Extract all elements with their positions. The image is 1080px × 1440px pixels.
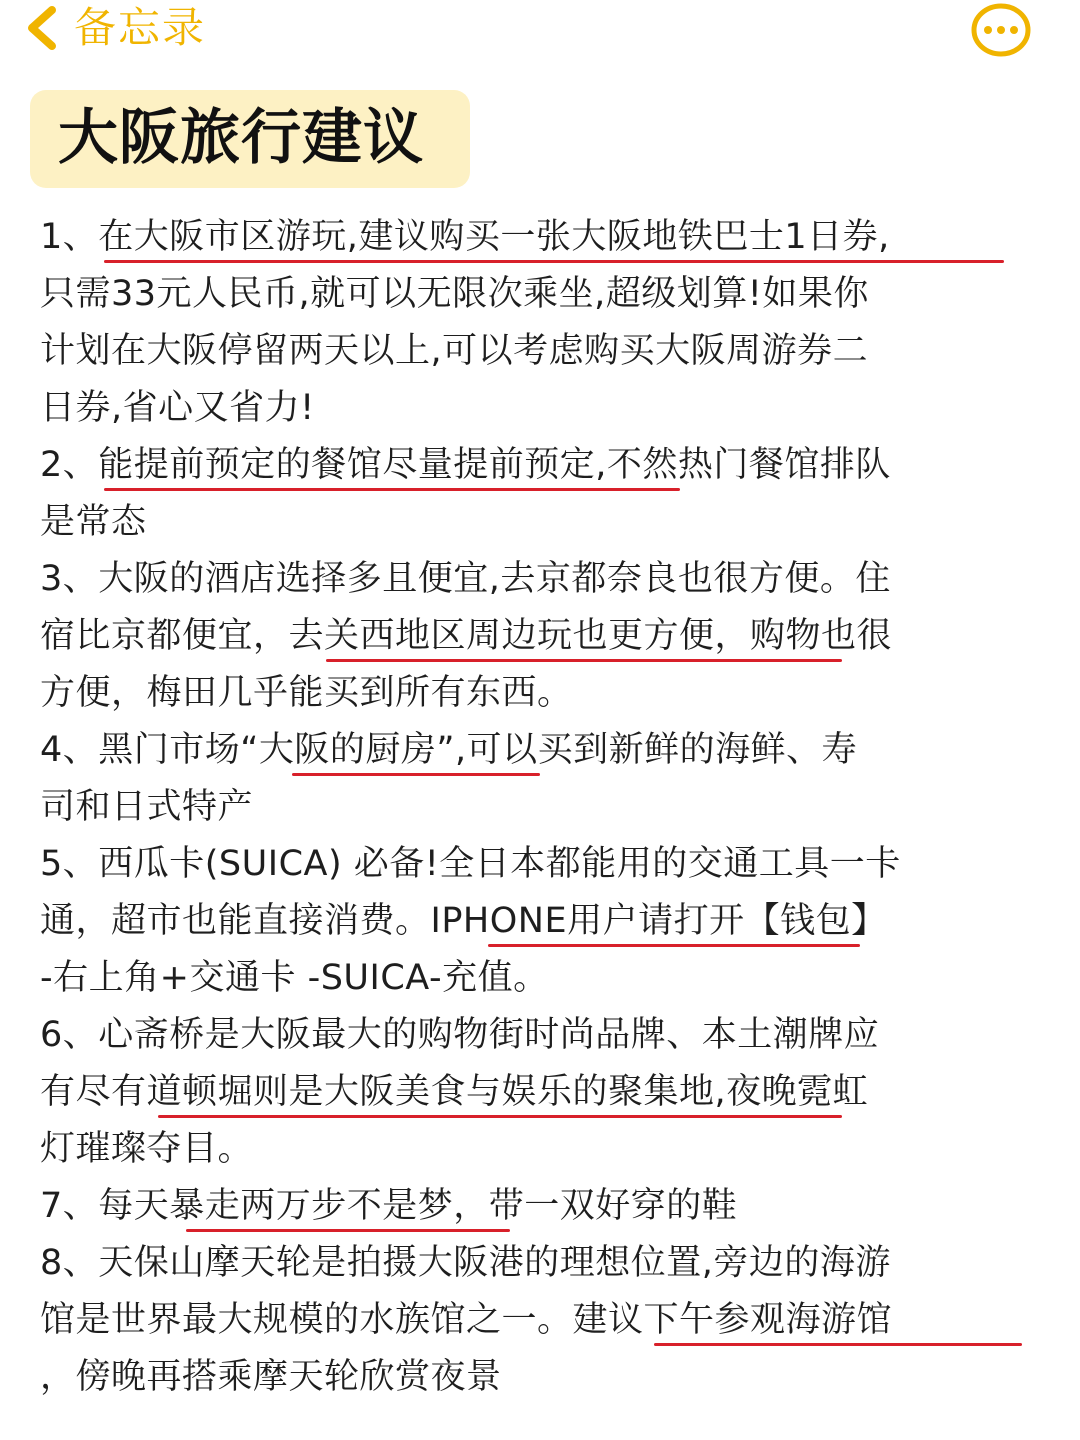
- note-line: 3、大阪的酒店选择多且便宜,去京都奈良也很方便。住: [40, 559, 891, 599]
- highlight-underline: [326, 659, 842, 662]
- note-line: 5、西瓜卡(SUICA) 必备!全日本都能用的交通工具一卡: [40, 844, 901, 884]
- highlight-underline: [488, 944, 860, 947]
- highlight-underline: [104, 260, 1004, 263]
- note-line: 有尽有道顿堀则是大阪美食与娱乐的聚集地,夜晚霓虹: [40, 1072, 869, 1112]
- note-line: 计划在大阪停留两天以上,可以考虑购买大阪周游券二: [40, 331, 869, 371]
- highlight-underline: [292, 773, 540, 776]
- note-line: 通，超市也能直接消费。IPHONE用户请打开【钱包】: [40, 901, 887, 941]
- back-label[interactable]: 备忘录: [74, 3, 207, 52]
- highlight-underline: [104, 488, 680, 491]
- page-title: 大阪旅行建议: [58, 103, 424, 173]
- highlight-underline: [186, 1229, 510, 1232]
- note-line: 日券,省心又省力!: [40, 388, 315, 428]
- note-line: 馆是世界最大规模的水族馆之一。建议下午参观海游馆: [40, 1300, 893, 1340]
- highlight-underline: [654, 1343, 1022, 1346]
- note-line: 1、在大阪市区游玩,建议购买一张大阪地铁巴士1日券,: [40, 217, 890, 257]
- note-line: 是常态: [40, 502, 147, 542]
- note-line: 6、心斋桥是大阪最大的购物街时尚品牌、本土潮牌应: [40, 1015, 880, 1055]
- note-line: 只需33元人民币,就可以无限次乘坐,超级划算!如果你: [40, 274, 869, 314]
- note-line: ，傍晚再搭乘摩天轮欣赏夜景: [40, 1357, 502, 1397]
- note-line: 2、能提前预定的餐馆尽量提前预定,不然热门餐馆排队: [40, 445, 891, 485]
- highlight-underline: [158, 1115, 842, 1118]
- note-line: 4、黑门市场“大阪的厨房”,可以买到新鲜的海鲜、寿: [40, 730, 858, 770]
- note-line: 宿比京都便宜，去关西地区周边玩也更方便，购物也很: [40, 616, 893, 656]
- note-line: 7、每天暴走两万步不是梦，带一双好穿的鞋: [40, 1186, 738, 1226]
- note-line: 8、天保山摩天轮是拍摄大阪港的理想位置,旁边的海游: [40, 1243, 891, 1283]
- note-line: 灯璀璨夺目。: [40, 1129, 254, 1169]
- note-line: 方便，梅田几乎能买到所有东西。: [40, 673, 573, 713]
- note-line: -右上角+交通卡 -SUICA-充值。: [40, 958, 549, 998]
- note-line: 司和日式特产: [40, 787, 254, 827]
